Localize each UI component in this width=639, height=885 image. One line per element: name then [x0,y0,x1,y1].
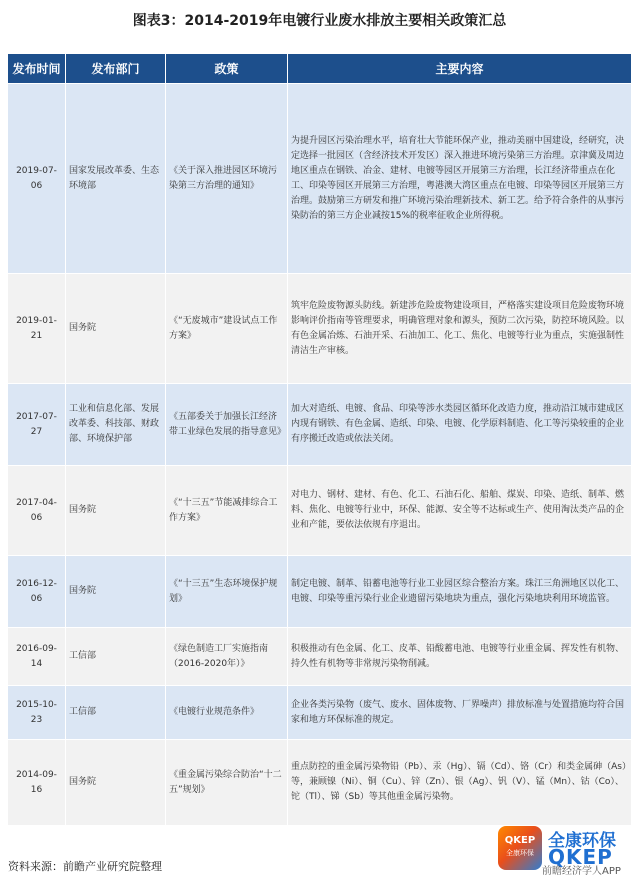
page-title: 图表3：2014-2019年电镀行业废水排放主要相关政策汇总 [132,13,507,29]
logo-badge-main: QKEP [504,835,536,846]
table-row [8,274,632,384]
row-content: 制定电镀、制革、铅蓄电池等行业工业园区综合整治方案。珠江三角洲地区以化工、电镀、印染等重污染行业企业遗留污染地块为重点，强化污染地块利用环境监管。 [288,556,632,628]
row-content: 为提升园区污染治理水平，培育壮大节能环保产业，推动美丽中国建设，经研究，决定选择一批园区（含经济技术开发区）深入推进环境污染第三方治理。京津冀及周边地区重点在钢铁、冶金、建材、电镀等园区开展第三方治理，长江经济带重点在化工、印染等园区开展第三方治理，粤港澳大湾区重点在电镀、印染等园区开展第三方治理。鼓励第三方研发和推广环境污染治理新技术、新工艺。给予符合条件的从事污染防治的第三方企业减按15%的税率征收企业所得税。 [288,84,632,274]
row-date: 2019-07-06 [8,84,66,274]
table-row [8,384,632,466]
table-row [8,628,632,686]
logo-badge-sub: 全康环保 [506,849,534,857]
row-date: 2016-12-06 [8,556,66,628]
logo-name-cn: 全康环保 [548,831,616,851]
row-dept: 工业和信息化部、发展改革委、科技部、财政部、环境保护部 [66,384,166,466]
row-policy: 《“十三五”节能减排综合工作方案》 [166,466,288,556]
row-date: 2019-01-21 [8,274,66,384]
row-content: 企业各类污染物（废气、废水、固体废物、厂界噪声）排放标准与处置措施均符合国家和地方环保标准的规定。 [288,686,632,740]
row-dept: 国务院 [66,274,166,384]
table-row [8,556,632,628]
header-dept: 发布部门 [66,54,166,84]
row-dept: 国务院 [66,740,166,826]
row-dept: 工信部 [66,628,166,686]
row-content: 加大对造纸、电镀、食品、印染等涉水类园区循环化改造力度，推动沿江城市建成区内现有钢铁、有色金属、造纸、印染、电镀、化学原料制造、化工等污染较重的企业有序搬迁改造或依法关闭。 [288,384,632,466]
logo-badge [498,826,542,870]
row-dept: 国家发展改革委、生态环境部 [66,84,166,274]
row-policy: 《“十三五”生态环境保护规划》 [166,556,288,628]
row-policy: 《关于深入推进园区环境污染第三方治理的通知》 [166,84,288,274]
company-logo [498,826,638,876]
logo-name-en: QKEP [548,845,613,869]
row-date: 2014-09-16 [8,740,66,826]
row-policy: 《重金属污染综合防治“十二五”规划》 [166,740,288,826]
source-note: 资料来源：前瞻产业研究院整理 [8,860,162,873]
table-header-row [8,54,632,84]
row-content: 积极推动有色金属、化工、皮革、铅酸蓄电池、电镀等行业重金属、挥发性有机物、持久性有机物等非常规污染物削减。 [288,628,632,686]
row-policy: 《电镀行业规范条件》 [166,686,288,740]
table-row [8,686,632,740]
row-date: 2015-10-23 [8,686,66,740]
table-row [8,466,632,556]
row-dept: 工信部 [66,686,166,740]
row-dept: 国务院 [66,466,166,556]
header-content: 主要内容 [288,54,632,84]
row-policy: 《“无废城市”建设试点工作方案》 [166,274,288,384]
policy-table [7,53,632,826]
row-policy: 《绿色制造工厂实施指南（2016-2020年）》 [166,628,288,686]
header-policy: 政策 [166,54,288,84]
row-date: 2017-07-27 [8,384,66,466]
row-content: 对电力、钢材、建材、有色、化工、石油石化、船舶、煤炭、印染、造纸、制革、燃料、焦化、电镀等行业中，环保、能源、安全等不达标或生产、使用淘汰类产品的企业和产能，要依法依规有序退出。 [288,466,632,556]
table-row [8,740,632,826]
row-date: 2016-09-14 [8,628,66,686]
logo-app-text: 前瞻经济学人APP [542,866,621,877]
row-policy: 《五部委关于加强长江经济带工业绿色发展的指导意见》 [166,384,288,466]
table-row [8,84,632,274]
row-content: 筑牢危险废物源头防线。新建涉危险废物建设项目，严格落实建设项目危险废物环境影响评价指南等管理要求，明确管理对象和源头，预防二次污染，防控环境风险。以有色金属冶炼、石油开采、石油加工、化工、焦化、电镀等行业为重点，实施强制性清洁生产审核。 [288,274,632,384]
row-dept: 国务院 [66,556,166,628]
row-date: 2017-04-06 [8,466,66,556]
header-date: 发布时间 [8,54,66,84]
row-content: 重点防控的重金属污染物铅（Pb）、汞（Hg）、镉（Cd）、铬（Cr）和类金属砷（As）等，兼顾镍（Ni）、铜（Cu）、锌（Zn）、银（Ag）、钒（V）、锰（Mn）、钴（Co）、铊（Tl）、锑（Sb）等其他重金属污染物。 [288,740,632,826]
